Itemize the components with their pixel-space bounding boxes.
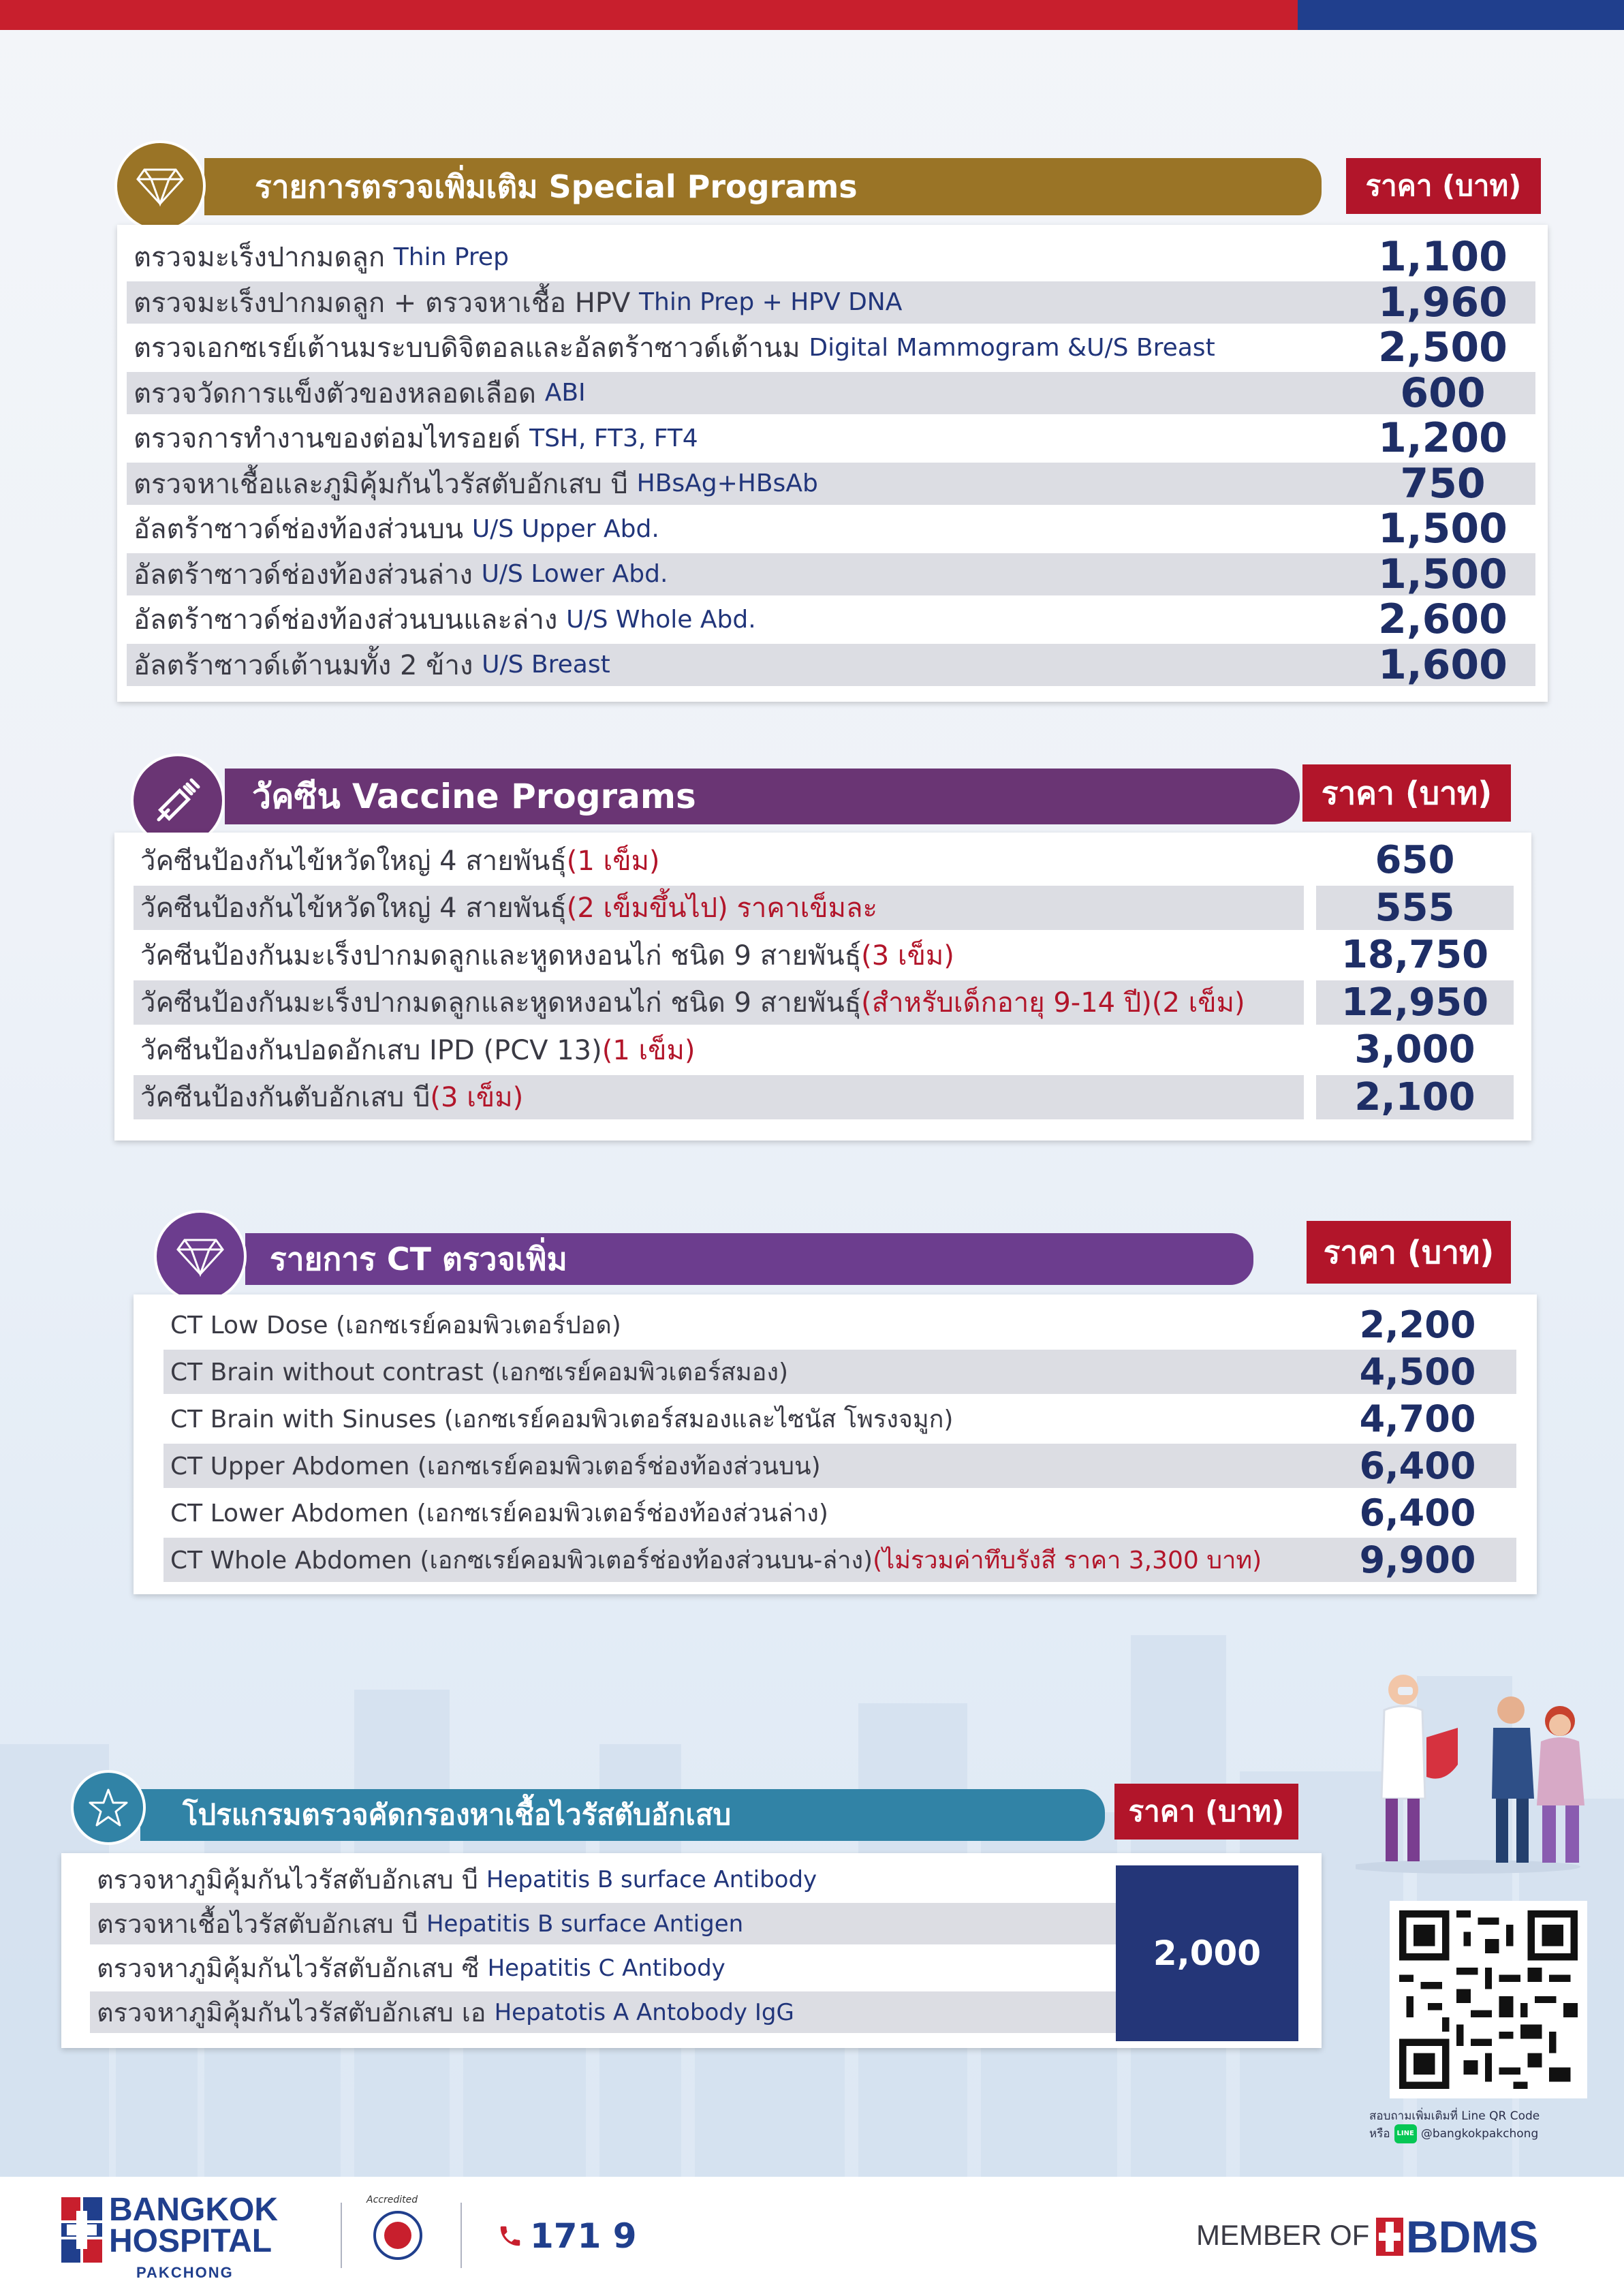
- qr-caption-line1: สอบถามเพิ่มเติมที่ Line QR Code: [1369, 2109, 1540, 2123]
- row-label-thai: ตรวจหาภูมิคุ้มกันไวรัสตับอักเสบ ซี: [97, 1953, 480, 1983]
- row-label-thai: วัคซีนป้องกันตับอักเสบ บี: [140, 1082, 431, 1114]
- row-label: [170, 1350, 788, 1394]
- accreditation-seal-icon: [373, 2211, 422, 2260]
- row-price: 1,600: [1378, 640, 1508, 689]
- row-label: [97, 1947, 725, 1989]
- table-row: [134, 1538, 1537, 1582]
- row-label-english: Digital Mammogram &U/S Breast: [809, 333, 1215, 362]
- special-price-header: [1346, 158, 1541, 214]
- top-blue-bar: [1298, 0, 1624, 30]
- table-row: [134, 1397, 1537, 1441]
- top-red-bar: [0, 0, 1298, 30]
- row-label: [140, 838, 660, 883]
- ct-price-header-label: ราคา (บาท): [1323, 1233, 1495, 1271]
- row-label-thai: วัคซีนป้องกันมะเร็งปากมดลูกและหูดหงอนไก่ ชนิด 9 สายพันธุ์: [140, 940, 862, 972]
- row-label: [170, 1538, 1262, 1582]
- brand-line1: BANGKOK: [109, 2192, 278, 2228]
- row-label: [134, 326, 1215, 369]
- table-row: [117, 459, 1548, 508]
- row-label-english: Thin Prep: [393, 243, 509, 271]
- row-label-english: Hepatitis B surface Antibody: [486, 1865, 817, 1893]
- row-label: [140, 1075, 523, 1120]
- row-label-english: Hepatotis A Antobody IgG: [494, 1998, 794, 2026]
- row-label: [97, 1903, 743, 1944]
- row-label-thai: วัคซีนป้องกันปอดอักเสบ IPD (PCV 13): [140, 1034, 602, 1066]
- row-price: 3,000: [1354, 1027, 1475, 1072]
- row-price: 9,900: [1359, 1538, 1476, 1581]
- row-label: [134, 508, 659, 550]
- row-price: 2,200: [1359, 1303, 1476, 1346]
- bdms-text: BDMS: [1406, 2212, 1539, 2262]
- special-programs-header: [204, 158, 1322, 215]
- row-label-english: Thin Prep + HPV DNA: [639, 288, 903, 317]
- ct-price-header: [1307, 1221, 1511, 1284]
- phone-icon[interactable]: [497, 2223, 523, 2249]
- hepatitis-price: 2,000: [1153, 1934, 1262, 1973]
- table-row: [114, 886, 1531, 931]
- footer: [0, 2177, 1624, 2296]
- hepatitis-price-header: [1114, 1784, 1298, 1840]
- table-row: [114, 980, 1531, 1025]
- row-label-english: U/S Whole Abd.: [566, 605, 756, 634]
- table-row: [117, 324, 1548, 372]
- row-label: [134, 553, 668, 596]
- row-label-thai: ตรวจการทำงานของต่อมไทรอยด์: [134, 423, 521, 455]
- table-row: [134, 1350, 1537, 1394]
- table-row: [134, 1444, 1537, 1488]
- row-label-english: U/S Breast: [482, 651, 610, 679]
- table-row: [134, 1491, 1537, 1535]
- row-label-thai: ตรวจหาเชื้อและภูมิคุ้มกันไวรัสตับอักเสบ บี: [134, 468, 628, 500]
- table-row: [117, 278, 1548, 326]
- row-label-english: Hepatitis B surface Antigen: [426, 1910, 744, 1938]
- footer-divider: [460, 2203, 462, 2268]
- doctor-family-illustration: [1356, 1662, 1601, 1880]
- row-label: [134, 281, 902, 324]
- row-label: [140, 886, 877, 931]
- row-label-thai: CT Low Dose (เอกซเรย์คอมพิวเตอร์ปอด): [170, 1312, 621, 1339]
- row-label-thai: ตรวจมะเร็งปากมดลูก + ตรวจหาเชื้อ HPV: [134, 287, 631, 319]
- row-price: 1,960: [1378, 278, 1508, 326]
- row-label-thai: วัคซีนป้องกันไข้หวัดใหญ่ 4 สายพันธุ์: [140, 845, 567, 877]
- vaccine-price-header: [1302, 764, 1511, 822]
- row-label: [170, 1303, 621, 1347]
- row-label-thai: ตรวจเอกซเรย์เต้านมระบบดิจิตอลและอัลตร้าซาวด์เต้านม: [134, 332, 800, 364]
- row-price: 1,500: [1378, 505, 1508, 553]
- row-label-note: (3 เข็ม): [430, 1082, 524, 1114]
- hepatitis-price-box: [1116, 1865, 1298, 2041]
- ct-header: [245, 1233, 1253, 1285]
- row-label-thai: อัลตร้าซาวด์ช่องท้องส่วนล่าง: [134, 559, 473, 591]
- row-label-english: Hepatitis C Antibody: [487, 1954, 725, 1982]
- hepatitis-table: [61, 1853, 1322, 2048]
- row-label: [134, 236, 509, 279]
- row-label-english: U/S Upper Abd.: [471, 514, 659, 543]
- row-price: 555: [1375, 885, 1455, 930]
- line-icon: LINE: [1394, 2124, 1417, 2143]
- row-label-thai: ตรวจวัดการแข็งตัวของหลอดเลือด: [134, 377, 537, 409]
- table-row: [117, 595, 1548, 644]
- ct-table: [134, 1294, 1537, 1594]
- row-label: [97, 1859, 817, 1900]
- row-label-note: (3 เข็ม): [861, 940, 954, 972]
- row-price: 4,700: [1359, 1397, 1476, 1440]
- vaccine-programs-table: [114, 833, 1531, 1141]
- row-label: [134, 463, 818, 506]
- row-label-thai: CT Brain without contrast (เอกซเรย์คอมพิวเตอร์สมอง): [170, 1359, 788, 1386]
- line-id: @bangkokpakchong: [1420, 2127, 1539, 2141]
- table-row: [117, 414, 1548, 463]
- row-label-thai: CT Brain with Sinuses (เอกซเรย์คอมพิวเตอร์สมองและไซนัส โพรงจมูก): [170, 1406, 954, 1433]
- row-label: [140, 1027, 695, 1072]
- brand-line2: HOSPITAL: [109, 2223, 272, 2259]
- diamond-icon: [154, 1210, 247, 1303]
- row-price: 6,400: [1359, 1444, 1476, 1487]
- row-label-note: (2 เข็มขึ้นไป) ราคาเข็มละ: [566, 893, 877, 925]
- row-label-thai: ตรวจหาภูมิคุ้มกันไวรัสตับอักเสบ เอ: [97, 1998, 486, 2028]
- row-price: 12,950: [1341, 980, 1489, 1025]
- row-price: 6,400: [1359, 1491, 1476, 1534]
- row-label-thai: ตรวจหาเชื้อไวรัสตับอักเสบ บี: [97, 1909, 418, 1939]
- table-row: [117, 505, 1548, 553]
- row-label-english: ABI: [544, 379, 586, 407]
- table-row: [114, 933, 1531, 978]
- table-row: [114, 1075, 1531, 1120]
- row-label: [170, 1397, 953, 1441]
- table-row: [114, 838, 1531, 883]
- row-price: 650: [1375, 838, 1455, 883]
- row-label-thai: อัลตร้าซาวด์ช่องท้องส่วนบนและล่าง: [134, 604, 558, 636]
- row-label: [134, 598, 756, 641]
- row-label-thai: อัลตร้าซาวด์ช่องท้องส่วนบน: [134, 514, 464, 546]
- row-label-thai: CT Whole Abdomen (เอกซเรย์คอมพิวเตอร์ช่องท้องส่วนบน-ล่าง): [170, 1547, 873, 1574]
- qr-caption-prefix: หรือ: [1369, 2127, 1390, 2141]
- table-row: [117, 233, 1548, 281]
- row-label: [140, 933, 954, 978]
- table-row: [117, 640, 1548, 689]
- row-price: 1,100: [1378, 233, 1508, 281]
- row-price: 600: [1400, 369, 1486, 417]
- footer-divider: [341, 2203, 342, 2268]
- table-row: [134, 1303, 1537, 1347]
- accredited-text: Accredited: [366, 2194, 418, 2205]
- row-label: [134, 417, 698, 460]
- row-label-english: U/S Lower Abd.: [481, 560, 668, 589]
- special-programs-table: [117, 225, 1548, 702]
- row-label-english: HBsAg+HBsAb: [636, 469, 818, 498]
- row-label-note: (ไม่รวมค่าทึบรังสี ราคา 3,300 บาท): [873, 1547, 1262, 1574]
- vaccine-price-header-label: ราคา (บาท): [1321, 774, 1493, 811]
- table-row: [117, 550, 1548, 598]
- hepatitis-price-header-label: ราคา (บาท): [1128, 1795, 1285, 1828]
- row-label: [97, 1991, 794, 2033]
- row-price: 1,200: [1378, 414, 1508, 463]
- row-label-note: (สำหรับเด็กอายุ 9-14 ปี)(2 เข็ม): [861, 987, 1245, 1019]
- bangkok-hospital-logo: [61, 2197, 102, 2263]
- star-icon: [71, 1770, 146, 1845]
- row-label-thai: วัคซีนป้องกันมะเร็งปากมดลูกและหูดหงอนไก่ ชนิด 9 สายพันธุ์: [140, 987, 862, 1019]
- qr-caption: [1369, 2108, 1601, 2143]
- row-label-thai: CT Upper Abdomen (เอกซเรย์คอมพิวเตอร์ช่องท้องส่วนบน): [170, 1453, 821, 1480]
- special-price-header-label: ราคา (บาท): [1365, 169, 1522, 202]
- vaccine-programs-header: [225, 769, 1300, 824]
- row-label-thai: อัลตร้าซาวด์เต้านมทั้ง 2 ข้าง: [134, 649, 473, 681]
- row-price: 18,750: [1341, 933, 1489, 978]
- table-row: [114, 1027, 1531, 1072]
- hepatitis-title: โปรแกรมตรวจคัดกรองหาเชื้อไวรัสตับอักเสบ: [183, 1798, 732, 1831]
- row-label-note: (1 เข็ม): [602, 1034, 696, 1066]
- table-row: [117, 369, 1548, 417]
- row-label: [170, 1491, 828, 1535]
- special-programs-title: รายการตรวจเพิ่มเติม Special Programs: [255, 168, 858, 205]
- bdms-logo: [1376, 2211, 1538, 2263]
- row-price: 4,500: [1359, 1350, 1476, 1393]
- row-label: [140, 980, 1245, 1025]
- row-label: [170, 1444, 821, 1488]
- row-price: 2,500: [1378, 324, 1508, 372]
- row-price: 750: [1400, 459, 1486, 508]
- vaccine-programs-title: วัคซีน Vaccine Programs: [252, 776, 696, 816]
- row-label-thai: ตรวจมะเร็งปากมดลูก: [134, 242, 386, 274]
- diamond-icon: [114, 140, 206, 232]
- row-label: [134, 372, 586, 415]
- ct-title: รายการ CT ตรวจเพิ่ม: [270, 1240, 567, 1277]
- row-label-note: (1 เข็ม): [566, 845, 660, 877]
- phone-number[interactable]: 171 9: [530, 2216, 637, 2256]
- row-label: [134, 644, 610, 687]
- row-label-thai: ตรวจหาภูมิคุ้มกันไวรัสตับอักเสบ บี: [97, 1865, 478, 1895]
- member-of-text: MEMBER OF: [1196, 2219, 1370, 2251]
- line-qr-code[interactable]: [1390, 1901, 1587, 2098]
- hepatitis-header: [140, 1789, 1105, 1841]
- brand-branch: PAKCHONG: [136, 2264, 234, 2281]
- row-label-english: TSH, FT3, FT4: [529, 424, 698, 452]
- row-label-thai: CT Lower Abdomen (เอกซเรย์คอมพิวเตอร์ช่องท้องส่วนล่าง): [170, 1500, 828, 1527]
- row-label-thai: วัคซีนป้องกันไข้หวัดใหญ่ 4 สายพันธุ์: [140, 893, 567, 925]
- row-price: 2,600: [1378, 595, 1508, 644]
- row-price: 1,500: [1378, 550, 1508, 598]
- row-price: 2,100: [1354, 1074, 1475, 1119]
